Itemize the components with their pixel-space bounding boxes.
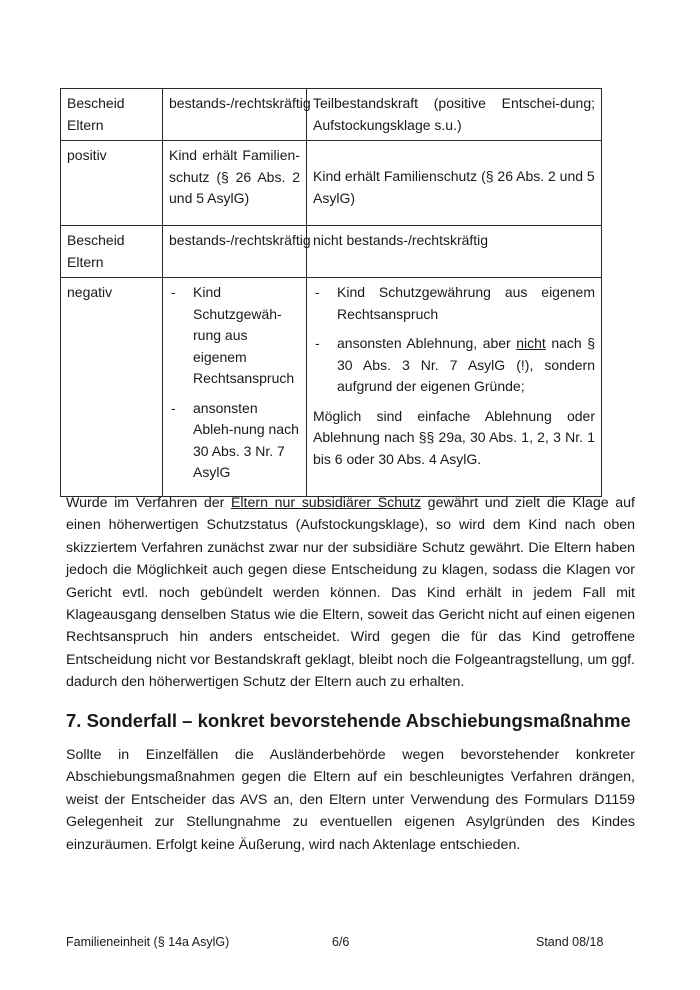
cell-bescheid-eltern-2: Bescheid Eltern [61,226,163,278]
negativ-list-a [169,282,300,484]
cell-familienschutz-b [307,141,602,226]
table-row [61,278,602,497]
cell-nicht-bestandskraeftig: nicht bestands-/rechtskräftig [307,226,602,278]
list-item: - ansonsten Ableh-nung nach 30 Abs. 3 Nr. 7 AsylG [169,398,300,484]
paragraph-aufstockungsklage [66,492,635,694]
cell-teilbestandskraft: Teilbestandskraft (positive Entschei-dung; Aufstockungsklage s.u.) [307,89,602,141]
cell-bestandskraeftig: bestands-/rechtskräftig [163,89,307,141]
cell-negativ: negativ [61,278,163,497]
table-row [61,141,602,226]
footer-page-number: 6/6 [332,935,350,949]
list-item [313,333,595,398]
cell-bestandskraeftig-2: bestands-/rechtskräftig [163,226,307,278]
list-item: - Kind Schutzgewährung aus eigenem Rechtsanspruch [313,282,595,325]
cell-bescheid-eltern: Bescheid Eltern [61,89,163,141]
cell-positiv: positiv [61,141,163,226]
footer-stand: Stand 08/18 [536,935,604,949]
list-item: - Kind Schutzgewäh-rung aus eigenem Rechtsanspruch [169,282,300,390]
status-table [60,88,602,497]
cell-negativ-nicht-bestandskraeftig [307,278,602,497]
para1-pre: Wurde im Verfahren der [66,495,231,511]
paragraph-sonderfall: Sollte in Einzelfällen die Ausländerbehörde wegen bevorstehender konkreter Abschiebungsmaßnahmen gegen die Eltern auf ein beschleunigtes Verfahren drängen, weist der Entscheider das AVS an, den Eltern unter Verwendung des Formulars D1159 Gelegenheit zur Stellungnahme zu eventuellen eigenen Asylgründen des Kindes einzuräumen. Erfolgt keine Äußerung, wird nach Aktenlage entschieden. [66,747,635,853]
item-text-pre: ansonsten Ablehnung, aber [337,335,517,351]
moeglich-note: Möglich sind einfache Ablehnung oder Ablehnung nach §§ 29a, 30 Abs. 1, 2, 3 Nr. 1 bis 6 oder 30 Abs. 4 AsylG. [313,407,595,467]
negativ-list-b [313,282,595,398]
para1-underlined: Eltern nur subsidiärer Schutz [230,495,422,511]
item-text-post: nach § 30 Abs. 3 Nr. 7 AsylG (!), sondern aufgrund der eigenen Gründe; [337,335,595,394]
para1-post: gewährt und zielt die Klage auf einen höherwertigen Schutzstatus (Aufstockungsklage), so wird dem Kind nach oben skizziertem Verfahren zunächst zwar nur der subsidiäre Schutz gewährt. Die Eltern haben jedoch die Möglichkeit auch gegen diese Entscheidung zu klagen, sodass die Klagen vor Gericht evtl. noch gebündelt werden können. Das Kind erhält in jedem Fall mit Klageausgang denselben Status wie die Eltern, soweit das Gericht nicht auf einen eigenen Rechtsanspruch hin anders entscheidet. Wird gegen die für das Kind getroffene Entscheidung nicht vor Bestandskraft geklagt, bleibt noch die Folgeantragstellung, um ggf. dadurch den höherwertigen Schutz der Eltern auch zu erhalten. [66,495,635,691]
table-row [61,89,602,141]
familienschutz-text: Kind erhält Familienschutz (§ 26 Abs. 2 und 5 AsylG) [313,168,595,206]
footer-title: Familieneinheit (§ 14a AsylG) [66,935,230,949]
underlined-nicht: nicht [516,335,546,351]
table-row [61,226,602,278]
cell-negativ-bestandskraeftig [163,278,307,497]
cell-familienschutz-a: Kind erhält Familien-schutz (§ 26 Abs. 2 und 5 AsylG) [163,141,307,226]
section-heading: 7. Sonderfall – konkret bevorstehende Abschiebungsmaßnahme [66,710,631,731]
